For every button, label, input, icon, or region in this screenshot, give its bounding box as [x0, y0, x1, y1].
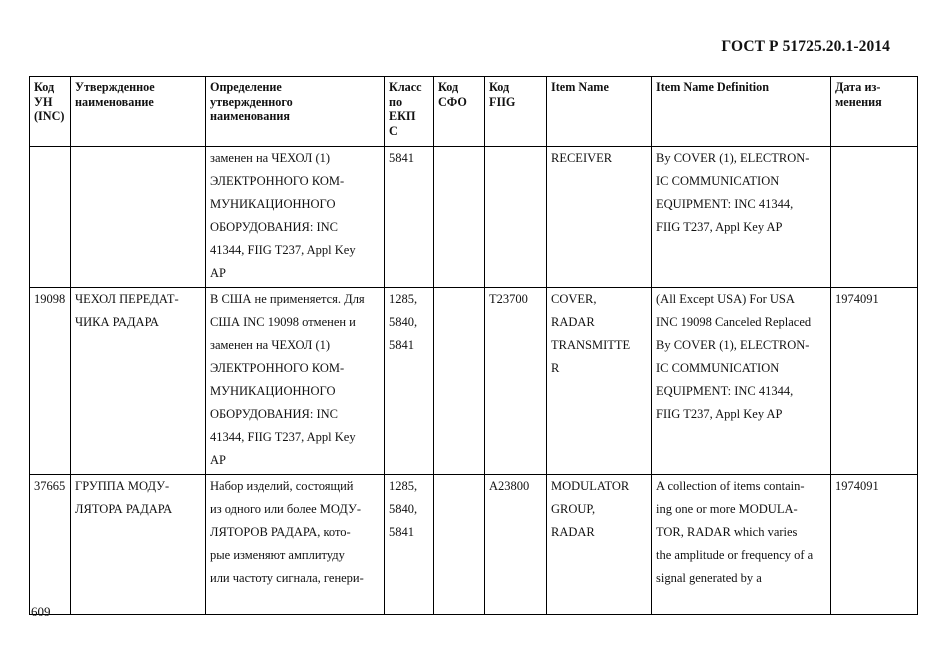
table-row	[30, 475, 918, 615]
cell-line: IC COMMUNICATION	[656, 174, 780, 188]
col-definition-header	[206, 77, 385, 147]
header-line: ЕКП	[389, 109, 416, 123]
class-cell	[385, 147, 434, 288]
header-line: Item Name Definition	[656, 80, 770, 94]
cell-line: TRANSMITTE	[551, 338, 631, 352]
date-cell: 1974091	[831, 475, 918, 615]
sfo-cell	[434, 475, 485, 615]
header-line: С	[389, 123, 398, 138]
cell-line: 41344, FIIG T237, Appl Key	[210, 243, 356, 257]
cell-line: ГРУППА МОДУ-	[75, 479, 170, 493]
approved-name-cell	[71, 288, 206, 475]
header-line: утвержденного	[210, 94, 293, 109]
cell-line: Набор изделий, состоящий	[210, 479, 354, 493]
cell-line: заменен на ЧЕХОЛ (1)	[210, 338, 331, 352]
definition-cell	[206, 288, 385, 475]
col-fiig-header	[485, 77, 547, 147]
cell-line: COVER,	[551, 292, 597, 306]
cell-line: RECEIVER	[551, 151, 613, 165]
table-row	[30, 288, 918, 475]
col-date-header	[831, 77, 918, 147]
cell-line: ЭЛЕКТРОННОГО КОМ-	[210, 361, 345, 375]
header-line: Утвержденное	[75, 80, 155, 94]
fiig-cell: A23800	[485, 475, 547, 615]
document-standard-title: ГОСТ Р 51725.20.1-2014	[721, 38, 890, 55]
class-cell	[385, 475, 434, 615]
cell-line: заменен на ЧЕХОЛ (1)	[210, 151, 331, 165]
cell-line: В США не применяется. Для	[210, 292, 365, 306]
approved-name-cell	[71, 475, 206, 615]
cell-line: the amplitude or frequency of a	[656, 548, 814, 562]
cell-line: 1285,	[389, 479, 418, 493]
cell-line: By COVER (1), ELECTRON-	[656, 151, 810, 165]
header-line: (INC)	[34, 109, 65, 123]
cell-line: R	[551, 361, 560, 375]
cell-line: ОБОРУДОВАНИЯ: INC	[210, 220, 339, 234]
cell-line: 1285,	[389, 292, 418, 306]
header-line: наименования	[210, 109, 290, 123]
table-row	[30, 147, 918, 288]
date-cell: 1974091	[831, 288, 918, 475]
cell-line: MODULATOR	[551, 479, 630, 493]
inc-cell: 19098	[30, 288, 71, 475]
header-line: FIIG	[489, 94, 516, 109]
col-item-definition-header	[652, 77, 831, 147]
cell-line: МУНИКАЦИОННОГО	[210, 197, 336, 211]
cell-line: ОБОРУДОВАНИЯ: INC	[210, 407, 339, 421]
cell-line: IC COMMUNICATION	[656, 361, 780, 375]
definition-cell	[206, 147, 385, 288]
item-definition-cell	[652, 147, 831, 288]
header-line: по	[389, 94, 403, 109]
header-line: Код	[489, 80, 510, 94]
approved-name-cell	[71, 147, 206, 288]
col-item-name-header	[547, 77, 652, 147]
inc-cell	[30, 147, 71, 288]
cell-line: 5840,	[389, 502, 418, 516]
page-number: 609	[31, 604, 51, 619]
item-name-cell	[547, 475, 652, 615]
cell-line: AP	[210, 266, 226, 280]
class-cell	[385, 288, 434, 475]
header-line: наименование	[75, 94, 154, 109]
header-line: Определение	[210, 80, 282, 94]
cell-line: signal generated by a	[656, 571, 762, 585]
inc-cell: 37665	[30, 475, 71, 615]
header-line: УН	[34, 94, 53, 109]
cell-line: EQUIPMENT: INC 41344,	[656, 384, 794, 398]
cell-line: МУНИКАЦИОННОГО	[210, 384, 336, 398]
header-line: Класс	[389, 80, 422, 94]
col-inc-header	[30, 77, 71, 147]
cell-line: AP	[210, 453, 226, 467]
definition-cell	[206, 475, 385, 615]
item-definition-cell	[652, 288, 831, 475]
item-name-cell	[547, 288, 652, 475]
header-line: менения	[835, 94, 882, 109]
col-sfo-header	[434, 77, 485, 147]
col-class-header	[385, 77, 434, 147]
cell-line: 5841	[389, 338, 414, 352]
cell-line: FIIG T237, Appl Key AP	[656, 220, 783, 234]
cell-line: EQUIPMENT: INC 41344,	[656, 197, 794, 211]
cell-line: 5841	[389, 525, 414, 539]
cell-line: США INC 19098 отменен и	[210, 315, 356, 329]
cell-line: RADAR	[551, 525, 595, 539]
header-line: СФО	[438, 94, 467, 109]
date-cell	[831, 147, 918, 288]
cell-line: (All Except USA) For USA	[656, 292, 795, 306]
specification-table	[29, 76, 918, 615]
fiig-cell: T23700	[485, 288, 547, 475]
cell-line: A collection of items contain-	[656, 479, 805, 493]
cell-line: ЛЯТОРОВ РАДАРА, кото-	[210, 525, 351, 539]
cell-line: TOR, RADAR which varies	[656, 525, 798, 539]
col-approved-name-header	[71, 77, 206, 147]
fiig-cell	[485, 147, 547, 288]
cell-line: RADAR	[551, 315, 595, 329]
cell-line: ing one or more MODULA-	[656, 502, 798, 516]
item-definition-cell	[652, 475, 831, 615]
cell-line: из одного или более МОДУ-	[210, 502, 361, 516]
table-header-row	[30, 77, 918, 147]
cell-line: ЭЛЕКТРОННОГО КОМ-	[210, 174, 345, 188]
header-line: Дата из-	[835, 80, 881, 94]
cell-line: INC 19098 Canceled Replaced	[656, 315, 812, 329]
sfo-cell	[434, 288, 485, 475]
header-line: Код	[34, 80, 55, 94]
cell-line: 5840,	[389, 315, 418, 329]
cell-line: 5841	[389, 151, 414, 165]
item-name-cell	[547, 147, 652, 288]
cell-line: ЧИКА РАДАРА	[75, 315, 159, 329]
cell-line: By COVER (1), ELECTRON-	[656, 338, 810, 352]
header-line: Item Name	[551, 80, 609, 94]
header-line: Код	[438, 80, 459, 94]
cell-line: FIIG T237, Appl Key AP	[656, 407, 783, 421]
cell-line: 41344, FIIG T237, Appl Key	[210, 430, 356, 444]
cell-line: или частоту сигнала, генери-	[210, 571, 364, 585]
cell-line: ЛЯТОРА РАДАРА	[75, 502, 173, 516]
cell-line: ЧЕХОЛ ПЕРЕДАТ-	[75, 292, 179, 306]
cell-line: рые изменяют амплитуду	[210, 548, 345, 562]
cell-line: GROUP,	[551, 502, 596, 516]
sfo-cell	[434, 147, 485, 288]
